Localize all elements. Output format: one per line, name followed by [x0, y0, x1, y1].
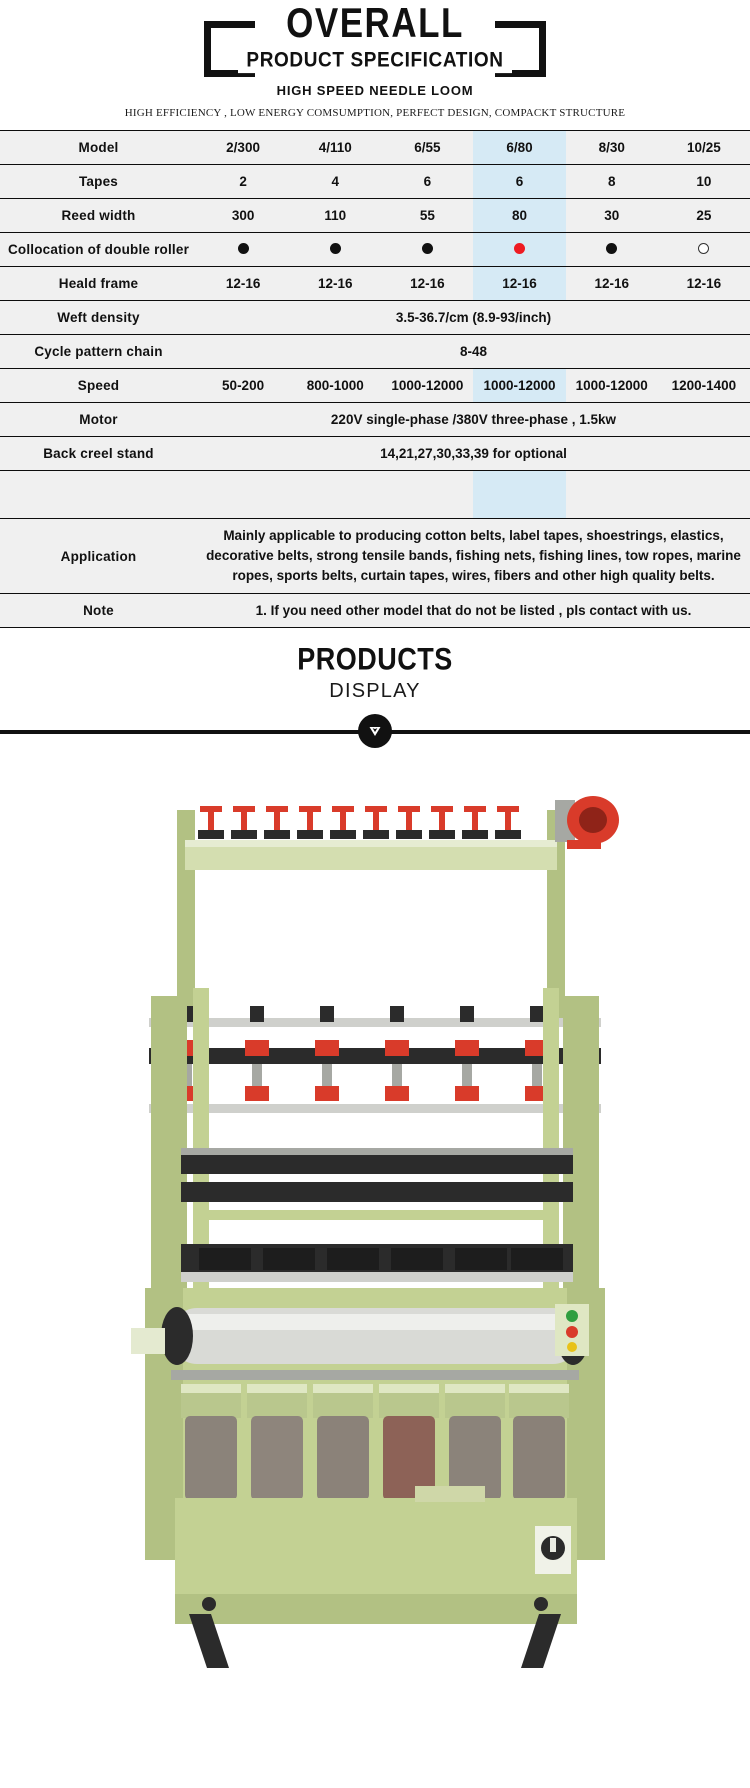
row-label-application: Application — [0, 519, 197, 594]
cell-reed-1: 110 — [289, 199, 381, 233]
chevron-down-badge — [358, 714, 392, 748]
row-label-model: Model — [0, 131, 197, 165]
needle-bed-assembly — [181, 1244, 573, 1282]
cell-model-1: 4/110 — [289, 131, 381, 165]
row-label-reed-width: Reed width — [0, 199, 197, 233]
cell-tapes-3: 6 — [473, 165, 565, 199]
cell-speed-2: 1000-12000 — [381, 369, 473, 403]
row-label-cycle-pattern-chain: Cycle pattern chain — [0, 335, 197, 369]
row-label-weft-density: Weft density — [0, 301, 197, 335]
cell-reed-3: 80 — [473, 199, 565, 233]
cell-speed-0: 50-200 — [197, 369, 289, 403]
cell-blank-5 — [658, 471, 750, 519]
row-label-collocation: Collocation of double roller — [0, 233, 197, 267]
specification-table-body — [0, 131, 750, 628]
filled-dot-icon — [422, 243, 433, 254]
table-row — [0, 267, 750, 301]
tension-bar-assembly — [149, 1006, 601, 1113]
cell-application-value: Mainly applicable to producing cotton belts, label tapes, shoestrings, elastics, decorative belts, strong tensile bands, fishing nets, fishing lines, tow ropes, marine ropes, sports belts, curtain tapes, wires, fibers and other high quality belts. — [197, 519, 750, 594]
table-row — [0, 165, 750, 199]
cell-blank-3 — [473, 471, 565, 519]
cell-tapes-4: 8 — [566, 165, 658, 199]
table-row — [0, 403, 750, 437]
table-row — [0, 301, 750, 335]
table-row — [0, 233, 750, 267]
filled-dot-icon — [238, 243, 249, 254]
cell-blank-4 — [566, 471, 658, 519]
row-label-blank — [0, 471, 197, 519]
cell-reed-0: 300 — [197, 199, 289, 233]
cell-collocation-1 — [289, 233, 381, 267]
cell-collocation-2 — [381, 233, 473, 267]
table-row — [0, 519, 750, 594]
creel-spool-row — [198, 806, 521, 839]
filled-dot-icon — [606, 243, 617, 254]
cell-cycle-pattern-value: 8-48 — [197, 335, 750, 369]
cell-reed-5: 25 — [658, 199, 750, 233]
cell-model-2: 6/55 — [381, 131, 473, 165]
cell-weft-density-value: 3.5-36.7/cm (8.9-93/inch) — [197, 301, 750, 335]
header-tagline: HIGH EFFICIENCY , LOW ENERGY COMSUMPTION, PERFECT DESIGN, COMPACKT STRUCTURE — [124, 107, 626, 119]
cell-model-0: 2/300 — [197, 131, 289, 165]
cell-model-5: 10/25 — [658, 131, 750, 165]
heald-frame-beams — [181, 1148, 573, 1220]
chevron-down-icon — [366, 722, 384, 740]
cell-tapes-2: 6 — [381, 165, 473, 199]
table-row — [0, 594, 750, 628]
cell-speed-3: 1000-12000 — [473, 369, 565, 403]
table-row — [0, 199, 750, 233]
row-label-motor: Motor — [0, 403, 197, 437]
cell-blank-0 — [197, 471, 289, 519]
cell-note-value: 1. If you need other model that do not be listed , pls contact with us. — [197, 594, 750, 628]
side-motor-assembly — [555, 796, 619, 849]
table-row — [0, 131, 750, 165]
title-bracket-frame — [210, 0, 540, 76]
needle-loom-machine-illustration — [115, 748, 635, 1673]
cell-tapes-5: 10 — [658, 165, 750, 199]
specification-table — [0, 130, 750, 628]
cell-heald-5: 12-16 — [658, 267, 750, 301]
cell-blank-2 — [381, 471, 473, 519]
cell-heald-3: 12-16 — [473, 267, 565, 301]
products-display-subtitle: DISPLAY — [329, 680, 421, 702]
cell-model-4: 8/30 — [566, 131, 658, 165]
products-display-divider — [0, 714, 750, 748]
lower-cabinet — [175, 1486, 577, 1624]
cell-reed-4: 30 — [566, 199, 658, 233]
row-label-back-creel-stand: Back creel stand — [0, 437, 197, 471]
cell-back-creel-value: 14,21,27,30,33,39 for optional — [197, 437, 750, 471]
cell-model-3: 6/80 — [473, 131, 565, 165]
row-label-note: Note — [0, 594, 197, 628]
cell-reed-2: 55 — [381, 199, 473, 233]
table-row — [0, 369, 750, 403]
cell-collocation-4 — [566, 233, 658, 267]
filled-red-dot-icon — [514, 243, 525, 254]
products-display-section — [0, 628, 750, 748]
products-display-title: PRODUCTS — [297, 641, 453, 677]
table-row — [0, 437, 750, 471]
open-circle-icon — [698, 243, 709, 254]
cell-speed-1: 800-1000 — [289, 369, 381, 403]
table-row — [0, 335, 750, 369]
cell-speed-5: 1200-1400 — [658, 369, 750, 403]
product-photo — [0, 748, 750, 1673]
cell-collocation-0 — [197, 233, 289, 267]
row-label-tapes: Tapes — [0, 165, 197, 199]
cell-heald-1: 12-16 — [289, 267, 381, 301]
cell-collocation-5 — [658, 233, 750, 267]
page-title: OVERALL — [278, 3, 472, 45]
cell-collocation-3 — [473, 233, 565, 267]
cell-motor-value: 220V single-phase /380V three-phase , 1.5kw — [197, 403, 750, 437]
row-label-speed: Speed — [0, 369, 197, 403]
page-header — [0, 0, 750, 130]
row-label-heald-frame: Heald frame — [0, 267, 197, 301]
cell-heald-4: 12-16 — [566, 267, 658, 301]
page-subtitle: PRODUCT SPECIFICATION — [238, 49, 511, 73]
table-row-spacer — [0, 471, 750, 519]
cell-speed-4: 1000-12000 — [566, 369, 658, 403]
cell-tapes-0: 2 — [197, 165, 289, 199]
product-name: HIGH SPEED NEEDLE LOOM — [276, 83, 474, 98]
cell-tapes-1: 4 — [289, 165, 381, 199]
cell-heald-0: 12-16 — [197, 267, 289, 301]
cell-heald-2: 12-16 — [381, 267, 473, 301]
cell-blank-1 — [289, 471, 381, 519]
filled-dot-icon — [330, 243, 341, 254]
